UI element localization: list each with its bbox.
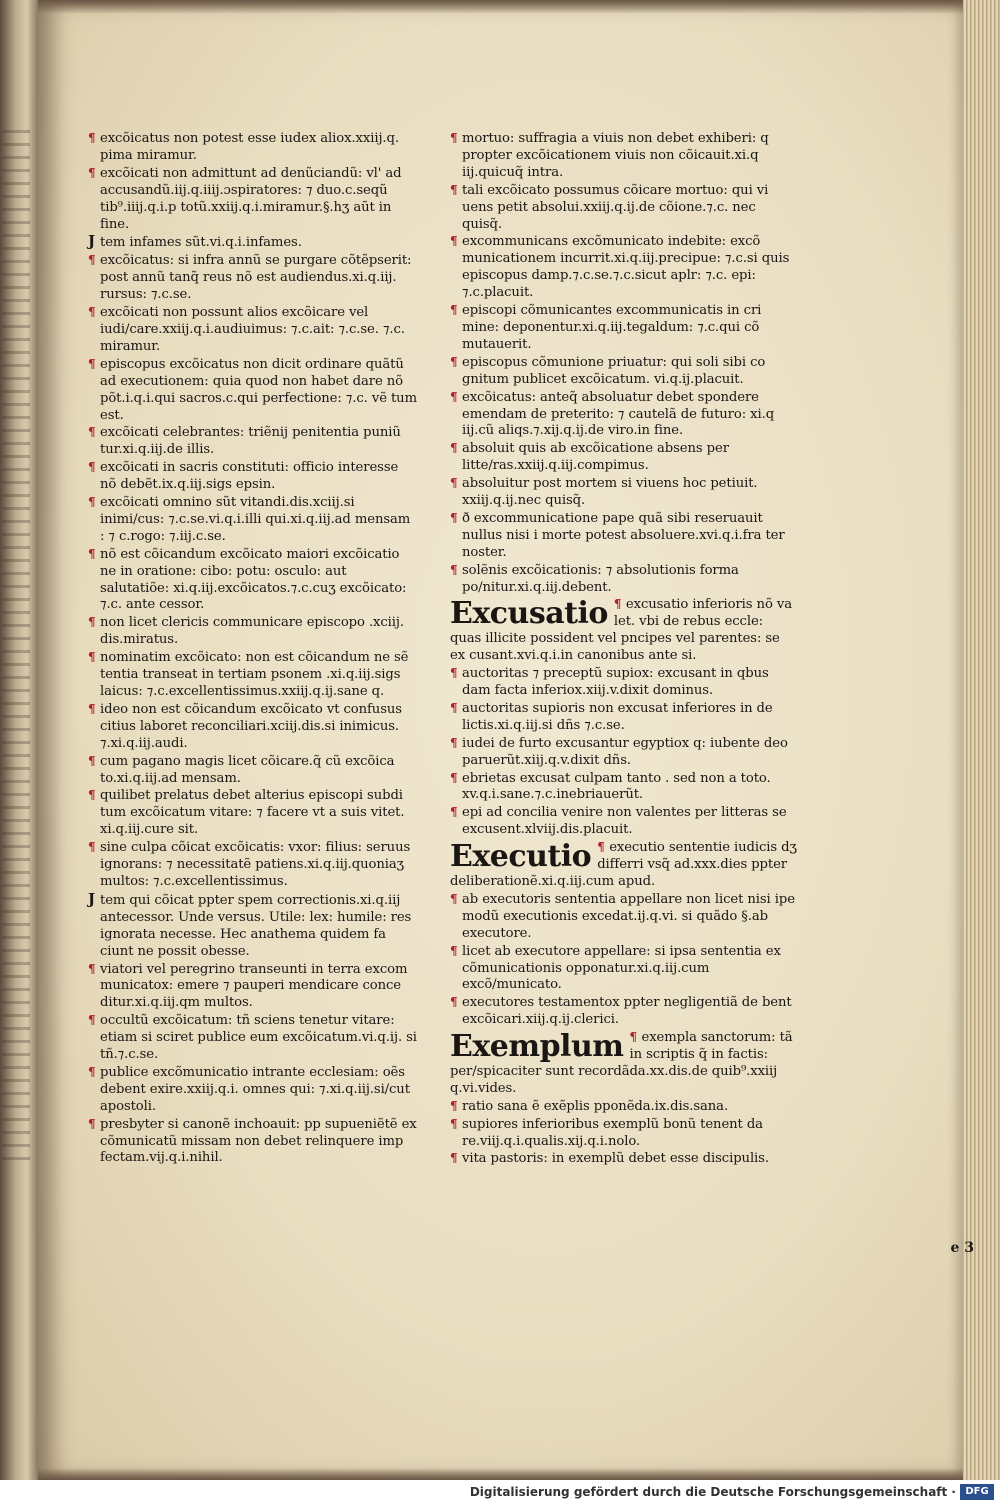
entry-text: auctoritas supioris non excusat inferiores in de lictis.xi.q.iij.si dñs ⁊.c.se. <box>462 700 773 733</box>
footer-bar <box>0 1480 1000 1505</box>
pilcrow-icon: ¶ <box>88 165 96 180</box>
index-entry <box>88 165 418 234</box>
entry-text: solẽnis excõicationis: ⁊ absolutionis forma po/nitur.xi.q.iij.debent. <box>462 562 739 595</box>
entry-text: licet ab executore appellare: si ipsa sententia ex cõmunicationis opponatur.xi.q.iij.cum excõ/municato. <box>462 943 781 993</box>
index-entry <box>88 839 418 891</box>
pilcrow-icon: ¶ <box>629 1030 638 1045</box>
pilcrow-icon: ¶ <box>450 1098 458 1113</box>
pilcrow-icon: ¶ <box>88 1013 96 1028</box>
index-entry <box>450 562 798 597</box>
pilcrow-icon: ¶ <box>450 735 458 750</box>
index-entry <box>450 994 798 1029</box>
pilcrow-icon: ¶ <box>88 425 96 440</box>
entry-text: absoluit quis ab excõicatione absens per litte/ras.xxiij.q.iij.compimus. <box>462 441 729 474</box>
initial-letter: J <box>88 889 95 908</box>
pilcrow-icon: ¶ <box>88 495 96 510</box>
entry-text: auctoritas ⁊ preceptũ supiox: excusant in qbus dam facta inferiox.xiij.v.dixit dominus. <box>462 666 769 698</box>
left-text-column <box>88 130 418 1167</box>
index-entry <box>88 753 418 788</box>
entry-text: cum pagano magis licet cõicare.q̃ cũ excõica to.xi.q.iij.ad mensam. <box>100 753 395 786</box>
entry-text: nominatim excõicato: non est cõicandum ne sẽ tentia transeat in tertiam psonem .xi.q.iij.sigs laicus: ⁊.c.excellentissimus.xxiij.q.ij.sane q. <box>100 650 409 699</box>
index-entry <box>88 233 418 252</box>
pilcrow-icon: ¶ <box>450 441 458 456</box>
entry-text: vita pastoris: in exemplũ debet esse discipulis. <box>462 1151 769 1167</box>
pilcrow-icon: ¶ <box>450 666 458 681</box>
entry-text: epi ad concilia venire non valentes per litteras se excusent.xlviij.dis.placuit. <box>462 805 787 838</box>
pilcrow-icon: ¶ <box>450 891 458 906</box>
pilcrow-icon: ¶ <box>450 389 458 404</box>
index-entry <box>450 700 798 735</box>
entry-text: excõicati omnino sũt vitandi.dis.xciij.si inimi/cus: ⁊.c.se.vi.q.i.illi qui.xi.q.iij.ad mensam : ⁊ c.rogo: ⁊.iij.c.se. <box>100 495 411 544</box>
pilcrow-icon: ¶ <box>88 1116 96 1131</box>
pilcrow-icon: ¶ <box>88 1064 96 1079</box>
entry-text: excõicati celebrantes: triẽnij penitentia puniũ tur.xi.q.iij.de illis. <box>100 425 401 458</box>
index-entry <box>450 233 798 302</box>
entry-text: ideo non est cõicandum excõicato vt confusus citius laboret reconciliari.xciij.dis.si inimicus. ⁊.xi.q.iij.audi. <box>100 701 402 751</box>
index-entry <box>88 304 418 356</box>
index-entry <box>88 130 418 165</box>
index-entry <box>88 424 418 459</box>
top-shadow <box>38 0 963 14</box>
pilcrow-icon: ¶ <box>450 476 458 491</box>
index-entry <box>450 475 798 510</box>
section-heading-entry <box>450 596 798 665</box>
dfg-logo: DFG <box>960 1484 994 1500</box>
entry-text: episcopus excõicatus non dicit ordinare quãtũ ad executionem: quia quod non habet dare nõ põt.i.q.i.qui sacros.c.qui perfectione: ⁊.c. vẽ tum est. <box>100 356 417 423</box>
index-entry <box>450 804 798 839</box>
pilcrow-icon: ¶ <box>450 562 458 577</box>
entry-text: excõicatus: si infra annũ se purgare cõtẽpserit: post annũ tanq̃ reus nõ est audiendus.xi.q.iij. rursus: ⁊.c.se. <box>100 253 412 303</box>
pilcrow-icon: ¶ <box>88 356 96 371</box>
section-heading: Excusatio <box>450 596 608 632</box>
fore-edge <box>963 0 1000 1480</box>
index-entry <box>88 356 418 425</box>
index-entry <box>450 735 798 770</box>
entry-text: sine culpa cõicat excõicatis: vxor: filius: seruus ignorans: ⁊ necessitatẽ patiens.xi.q.iij.quoniaʒ multos: ⁊.c.excellentissimus. <box>100 840 411 889</box>
entry-text: excõicati non possunt alios excõicare vel iudi/care.xxiij.q.i.audiuimus: ⁊.c.ait: ⁊.c.se. ⁊.c. miramur. <box>100 305 405 354</box>
section-heading: Exemplum <box>450 1029 624 1065</box>
entry-text: ratio sana ẽ exẽplis pponẽda.ix.dis.sana. <box>462 1098 729 1114</box>
entry-text: exempla sanctorum: tã in scriptis q̃ in factis: per/spicaciter sunt recordãda.xx.dis.de quib⁹.xxiij q.vi.vides. <box>450 1030 793 1096</box>
footer-credit: Digitalisierung gefördert durch die Deutsche Forschungsgemeinschaft · <box>469 1485 956 1499</box>
index-entry <box>450 665 798 700</box>
pilcrow-icon: ¶ <box>88 546 96 561</box>
index-entry <box>88 546 418 615</box>
entry-text: viatori vel peregrino transeunti in terra excom municatox: emere ⁊ pauperi mendicare conce ditur.xi.q.iij.qm multos. <box>100 961 408 1011</box>
pilcrow-icon: ¶ <box>450 131 458 145</box>
pilcrow-icon: ¶ <box>450 943 458 958</box>
pilcrow-icon: ¶ <box>88 460 96 475</box>
index-entry <box>450 182 798 234</box>
pilcrow-icon: ¶ <box>88 753 96 768</box>
index-entry <box>88 494 418 546</box>
section-heading: Executio <box>450 839 592 875</box>
entry-text: ð excommunicatione pape quã sibi reseruauit nullus nisi i morte potest absoluere.xvi.q.i.fra ter noster. <box>462 510 785 560</box>
index-entry <box>450 1098 798 1116</box>
pilcrow-icon: ¶ <box>450 510 458 525</box>
index-entry <box>450 354 798 389</box>
index-entry <box>88 459 418 494</box>
pilcrow-icon: ¶ <box>450 354 458 369</box>
section-heading-entry <box>450 839 798 891</box>
index-entry <box>450 891 798 943</box>
pilcrow-icon: ¶ <box>88 840 96 855</box>
pilcrow-icon: ¶ <box>450 182 458 197</box>
entry-text: quilibet prelatus debet alterius episcopi subdi tum excõicatum vitare: ⁊ facere vt a suis vitet. xi.q.iij.cure sit. <box>100 788 405 838</box>
pilcrow-icon: ¶ <box>450 770 458 785</box>
entry-text: tem infames sũt.vi.q.i.infames. <box>100 235 302 251</box>
index-entry <box>450 302 798 354</box>
entry-text: mortuo: suffragia a viuis non debet exhiberi: q propter excõicationem viuis non cõicauit.xi.q iij.quicuq̃ intra. <box>462 131 769 180</box>
entry-text: nõ est cõicandum excõicato maiori excõicatio ne in oratione: cibo: potu: osculo: aut salutatiõe: xi.q.iij.excõicatos.⁊.c.cuʒ excõicato: ⁊.c. ante cessor. <box>100 546 407 613</box>
entry-text: non licet clericis communicare episcopo .xciij. dis.miratus. <box>100 615 404 648</box>
pilcrow-icon: ¶ <box>88 650 96 665</box>
pilcrow-icon: ¶ <box>450 1151 458 1166</box>
entry-text: occultũ excõicatum: tñ sciens tenetur vitare: etiam si sciret publice eum excõicatum.vi.q.ij. si tñ.⁊.c.se. <box>100 1013 417 1063</box>
pilcrow-icon: ¶ <box>88 701 96 716</box>
index-entry <box>450 130 798 182</box>
index-entry <box>450 510 798 562</box>
signature-mark: e 3 <box>950 1240 974 1256</box>
entry-text: supiores inferioribus exemplũ bonũ tenent da re.viij.q.i.qualis.xij.q.i.nolo. <box>462 1116 763 1149</box>
index-entry <box>450 770 798 805</box>
index-entry <box>88 1012 418 1064</box>
entry-text: tem qui cõicat ppter spem correctionis.xi.q.iij antecessor. Unde versus. Utile: lex: humile: res ignorata necesse. Hec anathema quidem fa ciunt ne possit obesse. <box>100 892 412 959</box>
entry-text: absoluitur post mortem si viuens hoc petiuit. xxiij.q.ij.nec quisq̃. <box>462 476 758 509</box>
index-entry <box>88 787 418 839</box>
pilcrow-icon: ¶ <box>597 840 605 855</box>
index-entry <box>450 440 798 475</box>
index-entry <box>88 961 418 1013</box>
index-entry <box>450 1150 798 1168</box>
index-entry <box>88 1064 418 1116</box>
left-page-text-bleed <box>2 130 30 1170</box>
entry-text: excõicati non admittunt ad denũciandũ: vl' ad accusandũ.iij.q.iiij.ɔspiratores: ⁊ duo.c.seqũ tib⁹.iiij.q.i.p totũ.xxiij.q.i.miramur.§.hʒ aũt in fine. <box>100 165 402 232</box>
pilcrow-icon: ¶ <box>88 615 96 630</box>
pilcrow-icon: ¶ <box>450 995 458 1010</box>
pilcrow-icon: ¶ <box>88 305 96 320</box>
entry-text: ebrietas excusat culpam tanto . sed non a toto. xv.q.i.sane.⁊.c.inebriauerũt. <box>462 770 771 803</box>
pilcrow-icon: ¶ <box>450 303 458 318</box>
index-entry <box>88 252 418 304</box>
index-entry <box>88 891 418 961</box>
right-text-column <box>450 130 798 1168</box>
entry-text: excusatio inferioris nõ va let. vbi de rebus eccle: quas illicite possident vel pncipes vel parentes: se ex cusant.xvi.q.i.in canonibus ante si. <box>450 597 792 664</box>
pilcrow-icon: ¶ <box>450 234 458 249</box>
entry-text: excommunicans excõmunicato indebite: excõ municationem incurrit.xi.q.iij.precipue: ⁊.c.si quis episcopus damp.⁊.c.se.⁊.c.sicut aplr: ⁊.c. epi: ⁊.c.placuit. <box>462 234 790 301</box>
entry-text: episcopi cõmunicantes excommunicatis in cri mine: deponentur.xi.q.iij.tegaldum: ⁊.c.qui cõ mutauerit. <box>462 303 762 352</box>
entry-text: publice excõmunicatio intrante ecclesiam: oẽs debent exire.xxiij.q.i. omnes qui: ⁊.xi.q.iij.si/cut apostoli. <box>100 1064 410 1114</box>
entry-text: excõicati in sacris constituti: officio interesse nõ debẽt.ix.q.iij.sigs epsin. <box>100 460 399 493</box>
pilcrow-icon: ¶ <box>88 253 96 268</box>
pilcrow-icon: ¶ <box>613 597 622 612</box>
pilcrow-icon: ¶ <box>88 961 96 976</box>
pilcrow-icon: ¶ <box>450 700 458 715</box>
entry-text: tali excõicato possumus cõicare mortuo: qui vi uens petit absolui.xxiij.q.ij.de cõione.⁊.c. nec quisq̃. <box>462 182 769 232</box>
pilcrow-icon: ¶ <box>450 1116 458 1131</box>
index-entry <box>450 1116 798 1151</box>
entry-text: excõicatus non potest esse iudex aliox.xxiij.q. pima miramur. <box>100 131 399 163</box>
index-entry <box>88 614 418 649</box>
index-entry <box>450 389 798 441</box>
pilcrow-icon: ¶ <box>88 788 96 803</box>
entry-text: ab executoris sententia appellare non licet nisi ipe modũ executionis excedat.ij.q.vi. si quãdo §.ab executore. <box>462 891 795 941</box>
index-entry <box>450 943 798 995</box>
entry-text: presbyter si canonẽ inchoauit: pp supueniẽtẽ ex cõmunicatũ missam non debet relinquere imp fectam.vij.q.i.nihil. <box>100 1116 417 1166</box>
index-entry <box>88 649 418 701</box>
index-entry <box>88 1116 418 1168</box>
pilcrow-icon: ¶ <box>88 131 96 145</box>
pilcrow-icon: ¶ <box>450 805 458 820</box>
entry-text: episcopus cõmunione priuatur: qui soli sibi co gnitum publicet excõicatum. vi.q.ij.placuit. <box>462 354 766 387</box>
bottom-shadow <box>38 1468 963 1480</box>
entry-text: excõicatus: anteq̃ absoluatur debet spondere emendam de preterito: ⁊ cautelã de futuro: xi.q iij.cũ aliqs.⁊.xij.q.ij.de viro.in fine. <box>462 389 775 439</box>
entry-text: executores testamentox ppter negligentiã de bent excõicari.xiij.q.ij.clerici. <box>462 995 792 1028</box>
entry-text: iudei de furto excusantur egyptiox q: iubente deo paruerũt.xiij.q.v.dixit dñs. <box>462 735 788 768</box>
section-heading-entry <box>450 1029 798 1098</box>
entry-text: executio sententie iudicis dʒ differri vsq̃ ad.xxx.dies ppter deliberationẽ.xi.q.iij.cum apud. <box>450 840 797 889</box>
initial-letter: J <box>88 232 95 251</box>
index-entry <box>88 701 418 753</box>
